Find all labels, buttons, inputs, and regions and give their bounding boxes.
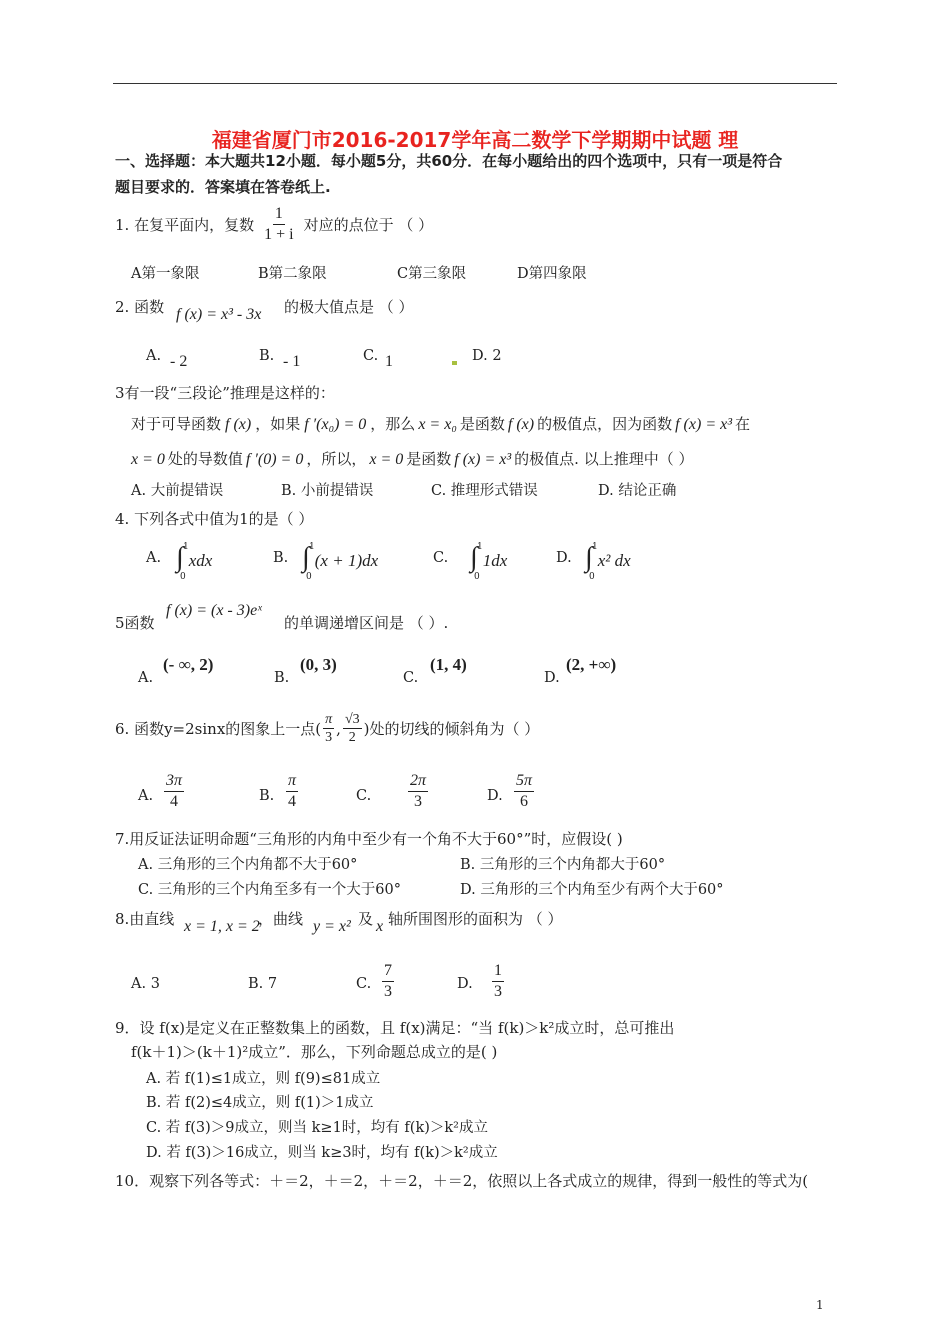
q6-stem (115, 712, 539, 746)
section-heading-line2: 题目要求的．答案填在答卷纸上. (115, 178, 331, 196)
q5-interval-d: (2, +∞) (566, 655, 617, 674)
q5-label-c: C. (403, 670, 419, 686)
q8-option-a: A. 3 (131, 976, 160, 992)
q3-fx: f (x) (225, 416, 252, 433)
q6-answer-c (406, 772, 430, 810)
q4-a-lower: 0 (180, 572, 186, 582)
green-mark (452, 361, 457, 365)
q1-option-b: B第二象限 (258, 266, 327, 282)
q9-line2: f(k＋1)＞(k＋1)²成立”．那么，下列命题总成立的是( ) (131, 1043, 498, 1061)
section-heading-line1: 一、选择题：本大题共12小题．每小题5分，共60分．在每小题给出的四个选项中，只有一项是符合 (115, 152, 783, 170)
q6-answer-b (284, 772, 300, 810)
q9-line1: 9．设 f(x)是定义在正整数集上的函数，且 f(x)满足：“当 f(k)＞k²成立时，总可推出 (115, 1019, 675, 1037)
q8-answer-c (380, 962, 396, 1000)
q2-label-c: C. (363, 348, 379, 364)
q6-c-num: 2π (408, 772, 428, 792)
q4-b-lower: 0 (306, 572, 312, 582)
integral-sign: ∫ (470, 542, 478, 573)
q3-option-d: D. 结论正确 (598, 483, 677, 499)
q4-b-integrand: (x + 1)dx (314, 551, 379, 570)
q8-d-den: 3 (494, 982, 502, 1000)
integral-sign: ∫ (302, 542, 310, 573)
q6-frac-1 (323, 712, 334, 746)
q4-integral-d (585, 542, 631, 582)
q2-value-a: - 2 (170, 353, 188, 370)
q9-option-b: B. 若 f(2)≤4成立，则 f(1)＞1成立 (146, 1095, 374, 1111)
q8-d-num: 1 (492, 962, 504, 982)
q4-d-lower: 0 (589, 572, 595, 582)
q5-label-b: B. (274, 670, 290, 686)
q1-frac-num: 1 (273, 205, 285, 225)
q4-d-integrand: x² dx (597, 551, 631, 570)
q3-l2f: 在 (735, 415, 751, 433)
q1-text-a: 1. 在复平面内，复数 (115, 215, 255, 234)
header-rule (113, 83, 837, 84)
q8-text-a: 8.由直线 (115, 910, 175, 928)
q2-text-b: 的极大值点是 （ ） (284, 298, 414, 316)
q9-option-d: D. 若 f(3)＞16成立，则当 k≥3时，均有 f(k)＞k²成立 (146, 1145, 498, 1161)
q3-l3a: 处的导数值 (167, 450, 243, 468)
q4-integral-a (176, 542, 213, 582)
q9-option-a: A. 若 f(1)≤1成立，则 f(9)≤81成立 (146, 1071, 381, 1087)
q2-formula: f (x) = x³ - 3x (176, 306, 262, 323)
q4-stem: 4. 下列各式中值为1的是（ ） (115, 510, 314, 528)
q6-frac1-num: π (323, 712, 334, 729)
q2-text-a: 2. 函数 (115, 298, 165, 316)
q6-b-num: π (286, 772, 298, 792)
q4-label-b: B. (273, 550, 289, 566)
q8-label-c: C. (356, 976, 372, 992)
q5-label-d: D. (544, 670, 560, 686)
q7-stem: 7.用反证法证明命题“三角形的内角中至少有一个角不大于60°”时，应假设( ) (115, 830, 623, 848)
q4-a-upper: 1 (183, 542, 189, 552)
q3-l3d: 的极值点. 以上推理中（ ） (514, 450, 694, 468)
q1-option-c: C第三象限 (397, 266, 467, 282)
q6-frac-2 (343, 712, 362, 746)
q6-frac2-den: 2 (348, 730, 356, 746)
q6-b-den: 4 (288, 792, 296, 810)
q6-label-d: D. (487, 788, 503, 804)
q8-text-c: 及 (358, 910, 374, 928)
q6-label-a: A. (138, 788, 154, 804)
q3-option-c: C. 推理形式错误 (431, 483, 538, 499)
q4-label-d: D. (556, 550, 572, 566)
q6-label-c: C. (356, 788, 372, 804)
q4-d-upper: 1 (592, 542, 598, 552)
page-title: 福建省厦门市2016-2017学年高二数学下学期期中试题 理 (211, 128, 739, 152)
q3-l3c: 是函数 (406, 450, 452, 468)
q8-text-b: ，曲线 (258, 910, 304, 928)
q5-interval-a: (- ∞, 2) (163, 655, 214, 674)
q6-text-b: )处的切线的倾斜角为（ ） (363, 720, 540, 739)
q8-c-num: 7 (382, 962, 394, 982)
question-1-stem (115, 205, 433, 243)
q4-label-c: C. (433, 550, 449, 566)
q3-intro: 3有一段“三段论”推理是这样的： (115, 384, 335, 402)
integral-sign: ∫ (176, 542, 184, 573)
q6-a-num: 3π (164, 772, 184, 792)
q3-option-a: A. 大前提错误 (131, 483, 224, 499)
q8-c-den: 3 (384, 982, 392, 1000)
q4-b-upper: 1 (309, 542, 315, 552)
q1-option-a: A第一象限 (131, 266, 200, 282)
integral-sign: ∫ (585, 542, 593, 573)
q1-text-b: 对应的点位于 （ ） (303, 215, 434, 234)
q1-fraction (262, 205, 295, 243)
q8-option-b: B. 7 (248, 976, 278, 992)
q8-lines: x = 1, x = 2 (184, 918, 260, 935)
q3-l3b: ，所以， (306, 450, 367, 468)
q4-a-integrand: xdx (188, 551, 213, 570)
q2-label-a: A. (146, 348, 162, 364)
q2-value-c: 1 (385, 353, 393, 370)
q8-answer-d (490, 962, 506, 1000)
q3-l2b: ，如果 (255, 415, 301, 433)
q5-text-a: 5函数 (115, 614, 155, 632)
q3-l2a: 对于可导函数 (131, 415, 222, 433)
q7-option-c: C. 三角形的三个内角至多有一个大于60° (138, 882, 401, 898)
q6-answer-d (512, 772, 536, 810)
q8-curve: y = x² (313, 918, 351, 935)
q3-xx0: x = x₀ (418, 416, 457, 433)
q7-option-d: D. 三角形的三个内角至少有两个大于60° (460, 882, 724, 898)
q4-integral-b (302, 542, 379, 582)
q2-label-d: D. 2 (472, 348, 502, 364)
q2-label-b: B. (259, 348, 275, 364)
q7-option-a: A. 三角形的三个内角都不大于60° (138, 857, 358, 873)
q9-option-c: C. 若 f(3)＞9成立，则当 k≥1时，均有 f(k)＞k²成立 (146, 1120, 488, 1136)
comma: , (336, 719, 341, 738)
q4-label-a: A. (146, 550, 162, 566)
q10-stem: 10．观察下列各等式：＋＝2，＋＝2，＋＝2，＋＝2，依照以上各式成立的规律，得到一般性的等式为( (115, 1172, 809, 1190)
q3-x0a: x = 0 (131, 451, 165, 468)
q8-label-d: D. (457, 976, 473, 992)
q3-l2d: 是函数 (459, 415, 505, 433)
q6-text-a: 6. 函数y=2sinx的图象上一点( (115, 720, 322, 739)
q6-frac2-num: √3 (343, 712, 362, 729)
q5-interval-c: (1, 4) (430, 655, 467, 674)
q8-xaxis: x (376, 918, 384, 935)
q5-formula: f (x) = (x - 3)eˣ (166, 602, 262, 619)
q3-fp0: f ′(0) = 0 (245, 451, 304, 468)
q6-answer-a (162, 772, 186, 810)
q3-x0b: x = 0 (369, 451, 404, 468)
q3-l2e: 的极值点，因为函数 (537, 415, 673, 433)
q3-fx4: f (x) = x³ (454, 451, 512, 468)
q3-fx3: f (x) = x³ (675, 416, 733, 433)
q6-a-den: 4 (170, 792, 178, 810)
q1-option-d: D第四象限 (517, 266, 587, 282)
q8-text-d: 轴所围图形的面积为 （ ） (388, 910, 563, 928)
q3-line2 (131, 413, 750, 434)
q3-line3 (131, 448, 693, 469)
q6-c-den: 3 (414, 792, 422, 810)
q5-interval-b: (0, 3) (300, 655, 337, 674)
q3-cond: f ′(x₀) = 0 (304, 416, 367, 433)
q5-text-b: 的单调递增区间是 （ ）. (284, 614, 449, 632)
q7-option-b: B. 三角形的三个内角都大于60° (460, 857, 666, 873)
q2-value-b: - 1 (283, 353, 301, 370)
q3-option-b: B. 小前提错误 (281, 483, 374, 499)
page-number: 1 (816, 1298, 824, 1312)
q6-d-den: 6 (520, 792, 528, 810)
q3-l2c: ，那么 (370, 415, 416, 433)
q4-c-integrand: 1dx (482, 551, 508, 570)
q5-label-a: A. (138, 670, 154, 686)
q4-integral-c (470, 542, 508, 582)
q4-c-lower: 0 (474, 572, 480, 582)
q6-frac1-den: 3 (325, 730, 333, 746)
q1-frac-den: 1 + i (264, 225, 294, 243)
q6-label-b: B. (259, 788, 275, 804)
q4-c-upper: 1 (477, 542, 483, 552)
q3-fx2: f (x) (507, 416, 535, 433)
q6-d-num: 5π (514, 772, 534, 792)
